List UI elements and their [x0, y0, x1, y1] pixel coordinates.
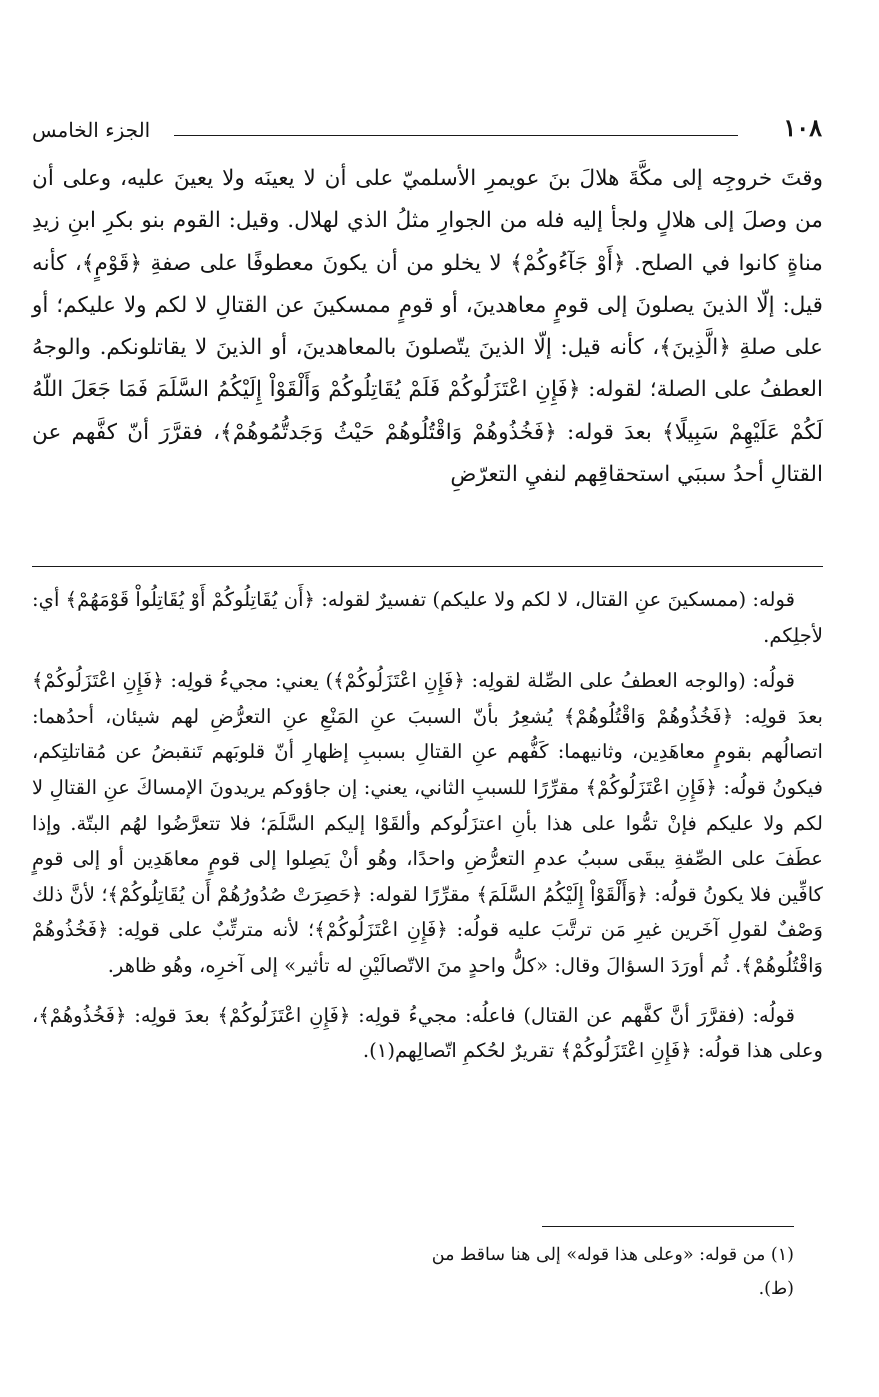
commentary-block: [32, 582, 823, 1078]
footnote-rule: [542, 1226, 794, 1227]
commentary-paragraph-2: قولُه: (والوجه العطفُ على الصِّلة لقولِه: ﴿فَإِنِ اعْتَزَلُوكُمْ﴾) يعني: مجيءُ قولِه: ﴿فَإِنِ اعْتَزَلُوكُمْ﴾ بعدَ قولِه: ﴿فَخُذُوهُمْ وَاقْتُلُوهُمْ﴾ يُشعِرُ بأنّ السببَ عنِ المَنْعِ عنِ التعرُّضِ لهم شيئان، أحدُهما: اتصالُهم بقومٍ معاهَدِين، وثانيهما: كَفُّهم عنِ القتالِ بسببِ إظهارِ أنّ قلوبَهم تَنقبضُ عن مُقاتلتِكم، فيكونُ قولُه: ﴿فَإِنِ اعْتَزَلُوكُمْ﴾ مقرِّرًا للسببِ الثاني، يعني: إن جاؤوكم يريدونَ الإمساكَ عنِ القتالِ لا لكم ولا عليكم فإنْ تمُّوا على هذا بأنِ اعتزَلُوكم وألقَوْا إليكم السَّلَمَ؛ فلا تتعرَّضُوا لهُم البتّة. وإذا عطَفَ على الصِّفةِ يبقَى سببُ عدمِ التعرُّضِ واحدًا، وهُو أنْ يَصِلوا إلى قومٍ معاهَدِين أو إلى قومٍ كافِّين فلا يكونُ قولُه: ﴿وَأَلْقَوْاْ إِلَيْكُمُ السَّلَمَ﴾ مقرِّرًا لقوله: ﴿حَصِرَتْ صُدُورُهُمْ أَن يُقَاتِلُوكُمْ﴾؛ لأنَّ ذلك وَصْفٌ لقولِ آخَرين غيرِ مَن ترتَّبَ عليه قولُه: ﴿فَإِنِ اعْتَزَلُوكُمْ﴾؛ لأنه مترتِّبٌ على قولِه: ﴿فَخُذُوهُمْ وَاقْتُلُوهُمْ﴾. ثُم أورَدَ السؤالَ وقال: «كلُّ واحدٍ منَ الاتّصالَيْنِ له تأثير» إلى آخرِه، وهُو ظاهر.: [32, 669, 823, 977]
part-title: الجزء الخامس: [32, 118, 151, 142]
main-text-block: [32, 158, 823, 496]
commentary-paragraph-3: قولُه: (فقرَّرَ أنَّ كفَّهم عن القتال) فاعلُه: مجيءُ قولِه: ﴿فَإِنِ اعْتَزَلُوكُمْ﴾ بعدَ قولِه: ﴿فَخُذُوهُمْ﴾، وعلى هذا قولُه: ﴿فَإِنِ اعْتَزَلُوكُمْ﴾ تقريرٌ لحُكمِ اتّصالِهم(١).: [32, 1003, 823, 1063]
commentary-paragraph-1: قوله: (ممسكينَ عنِ القتال، لا لكم ولا عليكم) تفسيرٌ لقوله: ﴿أَن يُقَاتِلُوكُمْ أَوْ يُقَاتِلُواْ قَوْمَهُمْ﴾ أي: لأجلِكم.: [32, 588, 823, 647]
main-text-paragraph: وقتَ خروجِه إلى مكَّةَ هلالَ بنَ عويمرِ الأسلميّ على أن لا يعينَه ولا يعينَ عليه، وعلى أن من وصلَ إلى هلالٍ ولجأ إليه فله من الجوارِ مثلُ الذي لهلال. وقيل: القوم بنو بكرِ ابنِ زيدِ مناةٍ كانوا في الصلح. ﴿أَوْ جَآءُوكُمْ﴾ لا يخلو من أن يكونَ معطوفًا على صفةِ ﴿قَوْمٍ﴾، كأنه قيل: إلّا الذينَ يصلونَ إلى قومٍ معاهدينَ، أو قومٍ ممسكينَ عن القتالِ لا لكم ولا عليكم؛ أو على صلةِ ﴿الَّذِينَ﴾، كأنه قيل: إلّا الذينَ يتّصلونَ بالمعاهدينَ، أو الذينَ لا يقاتلونكم. والوجهُ العطفُ على الصلة؛ لقوله: ﴿فَإِنِ اعْتَزَلُوكُمْ فَلَمْ يُقَاتِلُوكُمْ وَأَلْقَوْاْ إِلَيْكُمُ السَّلَمَ فَمَا جَعَلَ اللّهُ لَكُمْ عَلَيْهِمْ سَبِيلًا﴾ بعدَ قوله: ﴿فَخُذُوهُمْ وَاقْتُلُوهُمْ حَيْثُ وَجَدتُّمُوهُمْ﴾، فقرَّرَ أنّ كفَّهم عن القتالِ أحدُ سببَي استحقاقِهم لنفيِ التعرّضِ: [32, 166, 823, 488]
page-number: ١٠٨: [783, 113, 822, 142]
header-rule: [174, 135, 738, 136]
text-commentary-separator: [32, 566, 823, 567]
page-header: [32, 108, 822, 148]
footnote: (١) من قوله: «وعلى هذا قوله» إلى هنا ساقط من (ط).: [431, 1245, 794, 1299]
